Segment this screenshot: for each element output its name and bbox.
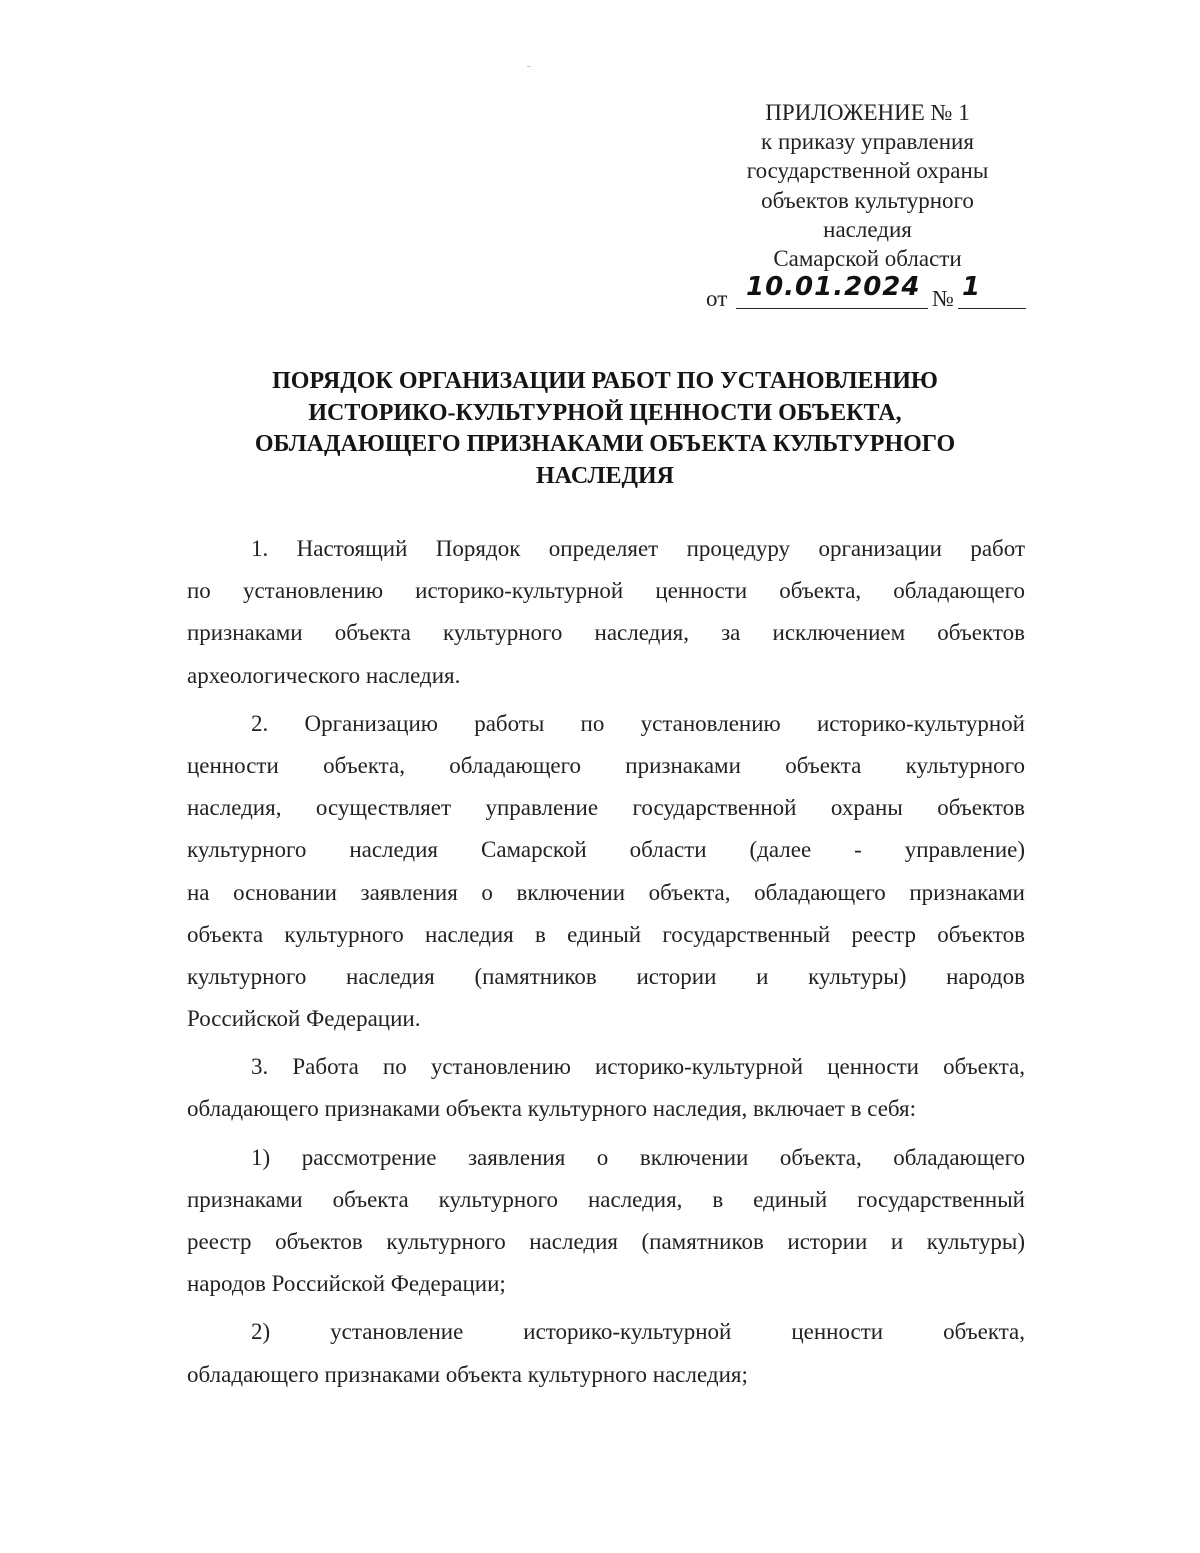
date-field	[736, 272, 928, 309]
text-line: наследия, осуществляет управление государственной охраны объектов	[187, 795, 1025, 821]
list-item-2	[187, 1311, 1025, 1395]
text-line: на основании заявления о включении объекта, обладающего признаками	[187, 879, 1025, 905]
appendix-header	[700, 98, 1035, 273]
text-line: 1. Настоящий Порядок определяет процедуру организации работ	[251, 536, 1025, 561]
title-line: ИСТОРИКО-КУЛЬТУРНОЙ ЦЕННОСТИ ОБЪЕКТА,	[308, 399, 902, 426]
order-date-line	[706, 272, 1026, 312]
text-line: Российской Федерации.	[187, 1006, 421, 1032]
number-field	[958, 272, 1026, 309]
document-body	[187, 528, 1025, 1396]
title-line: НАСЛЕДИЯ	[536, 462, 674, 489]
text-line: народов Российской Федерации;	[187, 1271, 506, 1297]
text-line: обладающего признаками объекта культурного наследия, включает в себя:	[187, 1096, 917, 1122]
text-line: признаками объекта культурного наследия, за исключением объектов	[187, 620, 1025, 646]
text-line: 2. Организацию работы по установлению историко-культурной	[251, 710, 1025, 736]
text-line: 1) рассмотрение заявления о включении объекта, обладающего	[251, 1144, 1025, 1170]
date-prefix: от	[706, 286, 728, 311]
handwritten-date: 10.01.2024	[746, 272, 921, 302]
text-line: по установлению историко-культурной ценности объекта, обладающего	[187, 578, 1025, 604]
document-title	[186, 366, 1024, 492]
text-line: 2) установление историко-культурной ценности объекта,	[251, 1319, 1025, 1345]
appendix-line: государственной охраны	[746, 158, 989, 184]
title-line: ОБЛАДАЮЩЕГО ПРИЗНАКАМИ ОБЪЕКТА КУЛЬТУРНОГО	[254, 431, 956, 457]
paragraph-3	[187, 1046, 1025, 1130]
paragraph-2	[187, 703, 1025, 1041]
appendix-line: объектов культурного	[761, 187, 974, 213]
number-label: №	[932, 286, 954, 311]
paragraph-1	[187, 528, 1025, 697]
title-line: ПОРЯДОК ОРГАНИЗАЦИИ РАБОТ ПО УСТАНОВЛЕНИЮ	[272, 368, 938, 394]
text-line: ценности объекта, обладающего признаками объекта культурного	[187, 752, 1025, 778]
appendix-line: к приказу управления	[761, 129, 974, 155]
scan-mark	[527, 66, 531, 67]
text-line: признаками объекта культурного наследия, в единый государственный	[187, 1186, 1025, 1212]
appendix-title: ПРИЛОЖЕНИЕ № 1	[765, 100, 970, 125]
appendix-line: наследия	[823, 216, 912, 242]
text-line: культурного наследия Самарской области (далее - управление)	[187, 837, 1025, 863]
text-line: культурного наследия (памятников истории и культуры) народов	[187, 963, 1025, 989]
handwritten-number: 1	[962, 272, 982, 302]
list-item-1	[187, 1137, 1025, 1306]
text-line: 3. Работа по установлению историко-культурной ценности объекта,	[251, 1054, 1025, 1080]
text-line: обладающего признаками объекта культурного наследия;	[187, 1361, 748, 1387]
text-line: объекта культурного наследия в единый государственный реестр объектов	[187, 921, 1025, 947]
text-line: археологического наследия.	[187, 662, 461, 688]
appendix-line: Самарской области	[773, 246, 962, 272]
text-line: реестр объектов культурного наследия (памятников истории и культуры)	[187, 1229, 1025, 1254]
